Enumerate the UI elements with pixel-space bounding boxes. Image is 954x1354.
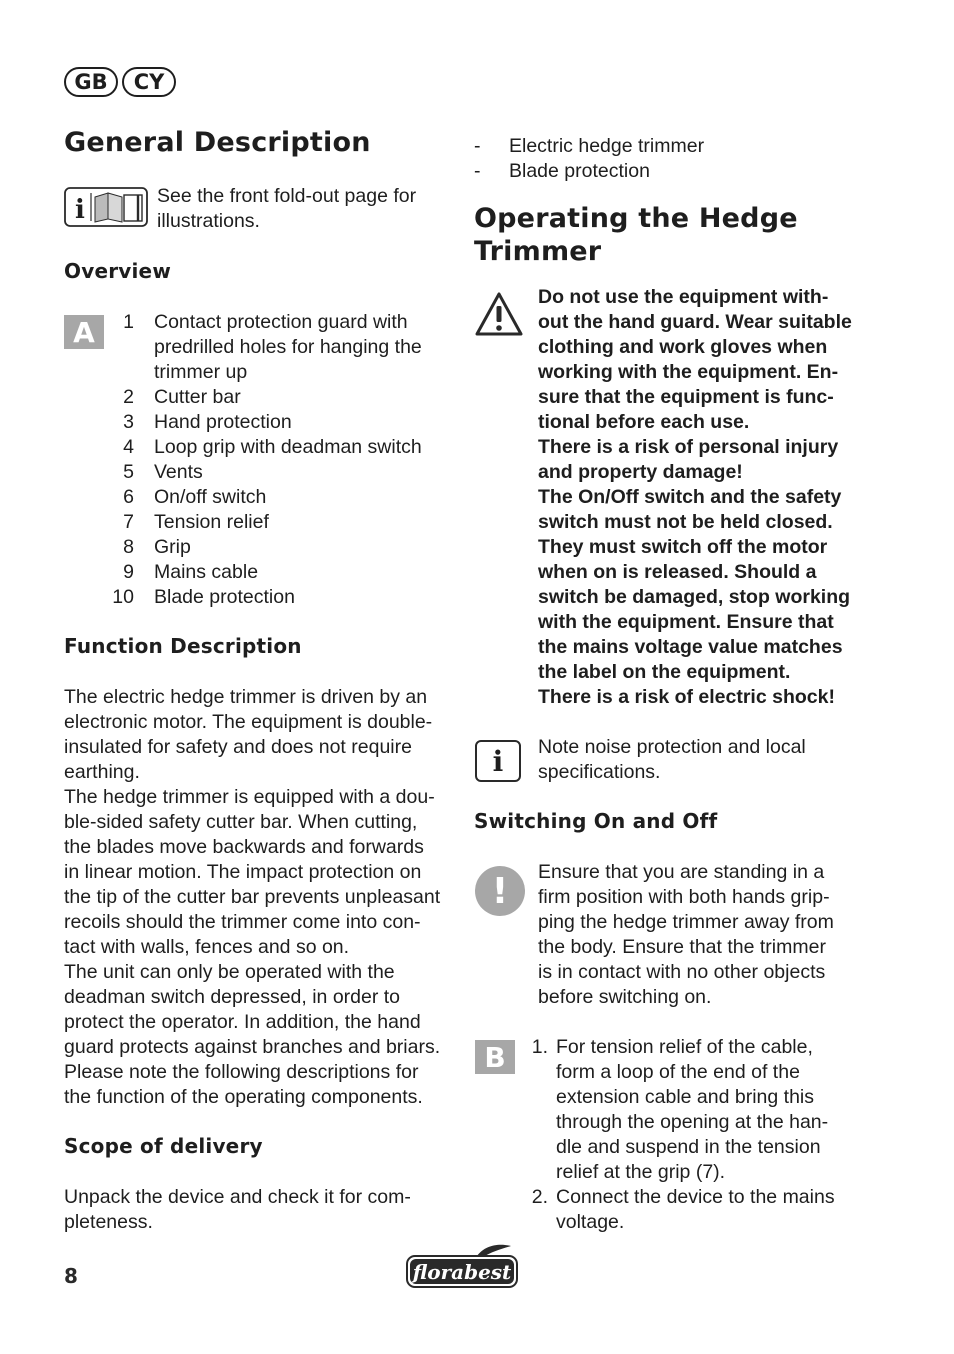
text-line: ping the hedge trimmer away from bbox=[538, 911, 834, 933]
text-line: Please note the following descriptions for bbox=[64, 1061, 419, 1083]
overview-item-number: 5 bbox=[123, 461, 134, 483]
delivery-list bbox=[474, 134, 874, 184]
text-line: working with the equipment. En- bbox=[538, 361, 839, 383]
overview-item-number: 6 bbox=[123, 486, 134, 508]
delivery-item-text: Electric hedge trimmer bbox=[509, 135, 705, 157]
text-line: Ensure that you are standing in a bbox=[538, 861, 825, 883]
text-line: Cutter bar bbox=[154, 386, 241, 408]
scope-heading: Scope of delivery bbox=[64, 1134, 263, 1158]
text-line: the tip of the cutter bar prevents unpleasant bbox=[64, 886, 441, 908]
text-line: through the opening at the han- bbox=[556, 1111, 829, 1133]
overview-item-text bbox=[154, 485, 266, 510]
overview-item-text bbox=[154, 560, 258, 585]
overview-list bbox=[84, 310, 464, 610]
text-line: The hedge trimmer is equipped with a dou- bbox=[64, 786, 435, 808]
overview-marker: A bbox=[64, 315, 104, 349]
ensure-text bbox=[538, 860, 898, 1010]
text-line: the label on the equipment. bbox=[538, 661, 791, 683]
text-line: Contact protection guard with bbox=[154, 311, 408, 333]
text-line: switch must not be held closed. bbox=[538, 511, 833, 533]
overview-item-text bbox=[154, 435, 422, 460]
overview-item bbox=[84, 560, 464, 585]
overview-item bbox=[84, 460, 464, 485]
text-line: deadman switch depressed, in order to bbox=[64, 986, 401, 1008]
noise-note: Note noise protection and local specifications. bbox=[538, 736, 806, 783]
text-line: the mains voltage value matches bbox=[538, 636, 843, 658]
text-line: is in contact with no other objects bbox=[538, 961, 826, 983]
text-line: with the equipment. Ensure that bbox=[538, 611, 834, 633]
text-line: dle and suspend in the tension bbox=[556, 1136, 821, 1158]
overview-item-text bbox=[154, 535, 191, 560]
text-line: recoils should the trimmer come into con- bbox=[64, 911, 421, 933]
text-line: Do not use the equipment with- bbox=[538, 286, 829, 308]
page-number: 8 bbox=[64, 1264, 78, 1288]
text-line: protect the operator. In addition, the hand bbox=[64, 1011, 421, 1033]
delivery-item-text: Blade protection bbox=[509, 160, 650, 182]
steps-marker: B bbox=[475, 1040, 515, 1074]
text-line: out the hand guard. Wear suitable bbox=[538, 311, 852, 333]
text-line: before switching on. bbox=[538, 986, 712, 1008]
text-line: tional before each use. bbox=[538, 411, 750, 433]
overview-item bbox=[84, 435, 464, 460]
overview-item-number: 3 bbox=[123, 411, 134, 433]
overview-item bbox=[84, 510, 464, 535]
text-line: firm position with both hands grip- bbox=[538, 886, 830, 908]
text-line: ble-sided safety cutter bar. When cutting, bbox=[64, 811, 418, 833]
overview-item bbox=[84, 585, 464, 610]
text-line: switch be damaged, stop working bbox=[538, 586, 851, 608]
overview-item-number: 7 bbox=[123, 511, 134, 533]
text-line: Loop grip with deadman switch bbox=[154, 436, 422, 458]
text-line: For tension relief of the cable, bbox=[556, 1036, 813, 1058]
overview-item bbox=[84, 310, 464, 385]
operating-title: Operating the Hedge Trimmer bbox=[474, 203, 798, 267]
step-item bbox=[518, 1035, 898, 1185]
text-line: in linear motion. The impact protection on bbox=[64, 861, 422, 883]
info-icon: i bbox=[475, 740, 521, 782]
page-title: General Description bbox=[64, 127, 371, 158]
text-line: Vents bbox=[154, 461, 203, 483]
text-line: trimmer up bbox=[154, 361, 248, 383]
text-line: relief at the grip (7). bbox=[556, 1161, 726, 1183]
text-line: sure that the equipment is func- bbox=[538, 386, 834, 408]
foldout-note: See the front fold-out page for illustrations. bbox=[157, 185, 417, 232]
text-line: guard protects against branches and briars. bbox=[64, 1036, 441, 1058]
overview-item-number: 9 bbox=[123, 561, 134, 583]
text-line: electronic motor. The equipment is double- bbox=[64, 711, 433, 733]
text-line: There is a risk of personal injury bbox=[538, 436, 839, 458]
text-line: the function of the operating components. bbox=[64, 1086, 423, 1108]
foldout-icon bbox=[64, 187, 148, 227]
overview-item-number: 4 bbox=[123, 436, 134, 458]
overview-item-text bbox=[154, 385, 241, 410]
overview-item-number: 10 bbox=[112, 586, 134, 608]
function-description bbox=[64, 685, 454, 1110]
text-line: extension cable and bring this bbox=[556, 1086, 815, 1108]
step-number: 1. bbox=[531, 1036, 548, 1058]
text-line: Grip bbox=[154, 536, 191, 558]
text-line: the blades move backwards and forwards bbox=[64, 836, 424, 858]
overview-item-number: 2 bbox=[123, 386, 134, 408]
scope-text: Unpack the device and check it for com- pleteness. bbox=[64, 1186, 411, 1233]
lang-badge-gb: GB bbox=[64, 67, 118, 97]
overview-item bbox=[84, 410, 464, 435]
step-item bbox=[518, 1185, 898, 1235]
warning-triangle-icon bbox=[474, 291, 524, 337]
overview-item-number: 8 bbox=[123, 536, 134, 558]
text-line: earthing. bbox=[64, 761, 140, 783]
text-line: and property damage! bbox=[538, 461, 743, 483]
exclamation-icon: ! bbox=[475, 866, 525, 916]
text-line: On/off switch bbox=[154, 486, 267, 508]
text-line: The On/Off switch and the safety bbox=[538, 486, 842, 508]
text-line: The unit can only be operated with the bbox=[64, 961, 395, 983]
step-number: 2. bbox=[531, 1186, 548, 1208]
overview-item-number: 1 bbox=[123, 311, 134, 333]
steps-list bbox=[518, 1035, 898, 1235]
step-text bbox=[556, 1035, 828, 1185]
overview-item bbox=[84, 385, 464, 410]
text-line: Blade protection bbox=[154, 586, 295, 608]
text-line: Hand protection bbox=[154, 411, 292, 433]
text-line: the body. Ensure that the trimmer bbox=[538, 936, 826, 958]
overview-item-text bbox=[154, 585, 295, 610]
overview-item-text bbox=[154, 410, 292, 435]
lang-badge-cy: CY bbox=[122, 67, 176, 97]
text-line: Connect the device to the mains bbox=[556, 1186, 835, 1208]
overview-item-text bbox=[154, 310, 422, 385]
text-line: There is a risk of electric shock! bbox=[538, 686, 835, 708]
brand-name: florabest bbox=[412, 1260, 512, 1284]
overview-item bbox=[84, 485, 464, 510]
svg-text:i: i bbox=[75, 195, 85, 225]
delivery-item-dash: - bbox=[474, 135, 481, 157]
delivery-item bbox=[474, 159, 874, 184]
function-heading: Function Description bbox=[64, 634, 302, 658]
language-badges bbox=[64, 67, 180, 97]
step-text bbox=[556, 1185, 835, 1235]
overview-heading: Overview bbox=[64, 259, 172, 283]
overview-item-text bbox=[154, 510, 269, 535]
brand-logo bbox=[405, 1243, 519, 1289]
text-line: clothing and work gloves when bbox=[538, 336, 828, 358]
text-line: Mains cable bbox=[154, 561, 259, 583]
text-line: when on is released. Should a bbox=[538, 561, 817, 583]
text-line: Tension relief bbox=[154, 511, 269, 533]
switching-heading: Switching On and Off bbox=[474, 809, 718, 833]
text-line: insulated for safety and does not require bbox=[64, 736, 412, 758]
text-line: form a loop of the end of the bbox=[556, 1061, 800, 1083]
text-line: predrilled holes for hanging the bbox=[154, 336, 422, 358]
overview-item bbox=[84, 535, 464, 560]
text-line: voltage. bbox=[556, 1211, 625, 1233]
warning-text bbox=[538, 285, 898, 710]
delivery-item bbox=[474, 134, 874, 159]
text-line: The electric hedge trimmer is driven by an bbox=[64, 686, 428, 708]
delivery-item-dash: - bbox=[474, 160, 481, 182]
text-line: tact with walls, fences and so on. bbox=[64, 936, 350, 958]
text-line: They must switch off the motor bbox=[538, 536, 828, 558]
overview-item-text bbox=[154, 460, 203, 485]
